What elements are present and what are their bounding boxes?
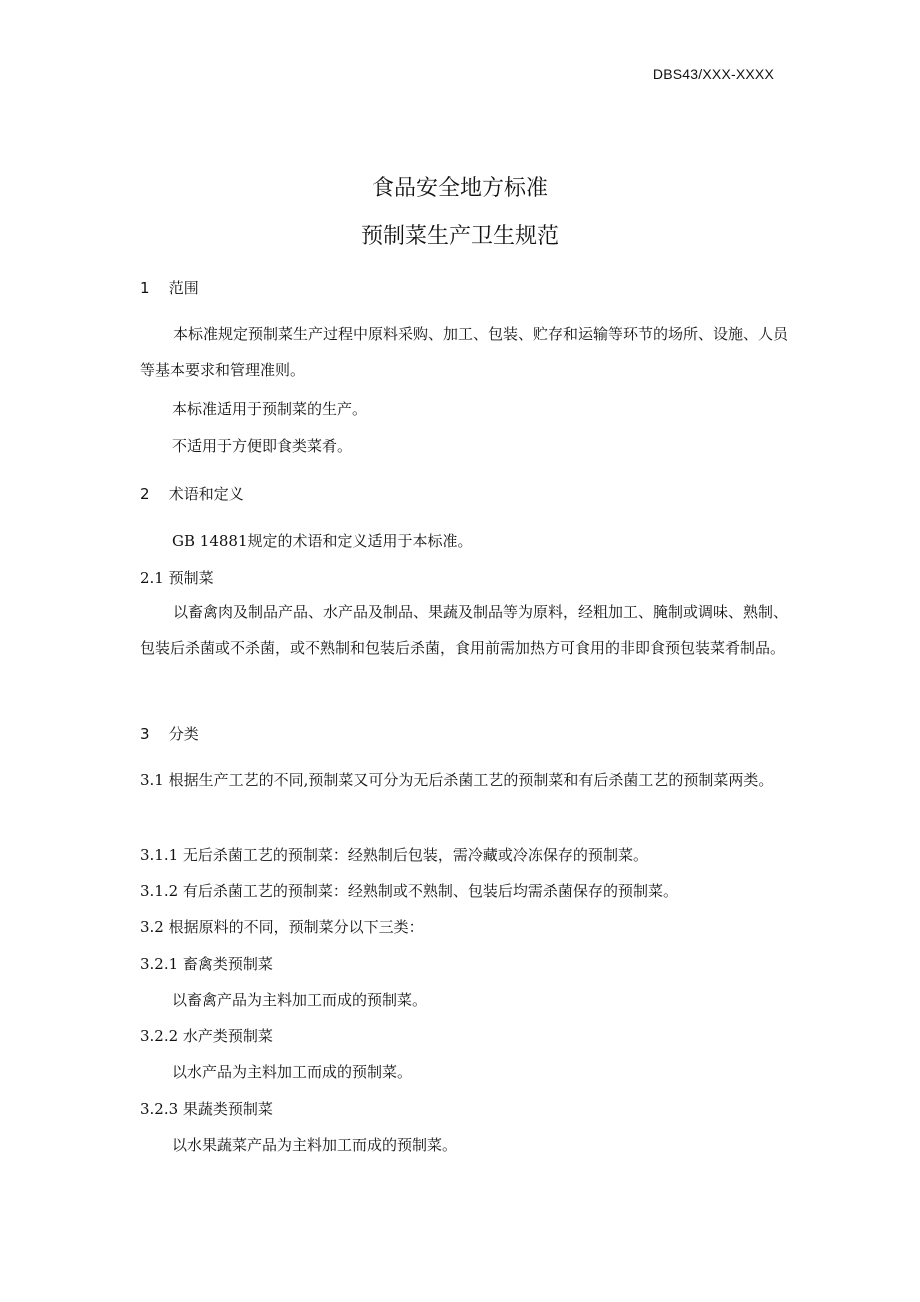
section-number: 1	[140, 279, 150, 297]
section-title: 分类	[168, 725, 199, 743]
scope-paragraph-2: 本标准适用于预制菜的生产。	[172, 400, 368, 418]
document-subtitle: 预制菜生产卫生规范	[360, 224, 559, 249]
section-title: 范围	[168, 279, 199, 297]
classification-3-1: 3.1 根据生产工艺的不同,预制菜又可分为无后杀菌工艺的预制菜和有后杀菌工艺的预制菜两类。	[140, 771, 774, 789]
terms-intro: GB 14881规定的术语和定义适用于本标准。	[172, 532, 473, 550]
classification-3-2: 3.2 根据原料的不同，预制菜分以下三类：	[140, 918, 424, 936]
section-number: 2	[140, 485, 150, 503]
section-number: 3	[140, 725, 150, 743]
classification-3-2-3-heading: 3.2.3 果蔬类预制菜	[140, 1100, 273, 1118]
section-heading-terms	[140, 483, 244, 504]
classification-3-2-1-body: 以畜禽产品为主料加工而成的预制菜。	[172, 991, 428, 1009]
document-number: DBS43/XXX-XXXX	[652, 66, 774, 82]
classification-3-2-2-heading: 3.2.2 水产类预制菜	[140, 1027, 273, 1045]
scope-paragraph-1: 本标准规定预制菜生产过程中原料采购、加工、包装、贮存和运输等环节的场所、设施、人员等基本要求和管理准则。	[140, 325, 789, 379]
term-heading-prepared-dish: 2.1 预制菜	[140, 569, 214, 587]
classification-3-2-2-body: 以水产品为主料加工而成的预制菜。	[172, 1063, 413, 1081]
section-heading-scope	[140, 277, 199, 298]
classification-3-1-1: 3.1.1 无后杀菌工艺的预制菜：经熟制后包装，需冷藏或冷冻保存的预制菜。	[140, 846, 648, 864]
classification-3-2-3-body: 以水果蔬菜产品为主料加工而成的预制菜。	[172, 1136, 458, 1154]
classification-3-1-2: 3.1.2 有后杀菌工艺的预制菜：经熟制或不熟制、包装后均需杀菌保存的预制菜。	[140, 882, 678, 900]
classification-3-2-1-heading: 3.2.1 畜禽类预制菜	[140, 955, 273, 973]
section-title: 术语和定义	[168, 485, 244, 503]
section-heading-classification	[140, 723, 199, 744]
scope-paragraph-3: 不适用于方便即食类菜肴。	[172, 437, 353, 455]
document-title: 食品安全地方标准	[371, 176, 548, 201]
term-definition-prepared-dish: 以畜禽肉及制品产品、水产品及制品、果蔬及制品等为原料，经粗加工、腌制或调味、熟制、包装后杀菌或不杀菌，或不熟制和包装后杀菌，食用前需加热方可食用的非即食预包装菜肴制品。	[140, 603, 789, 657]
